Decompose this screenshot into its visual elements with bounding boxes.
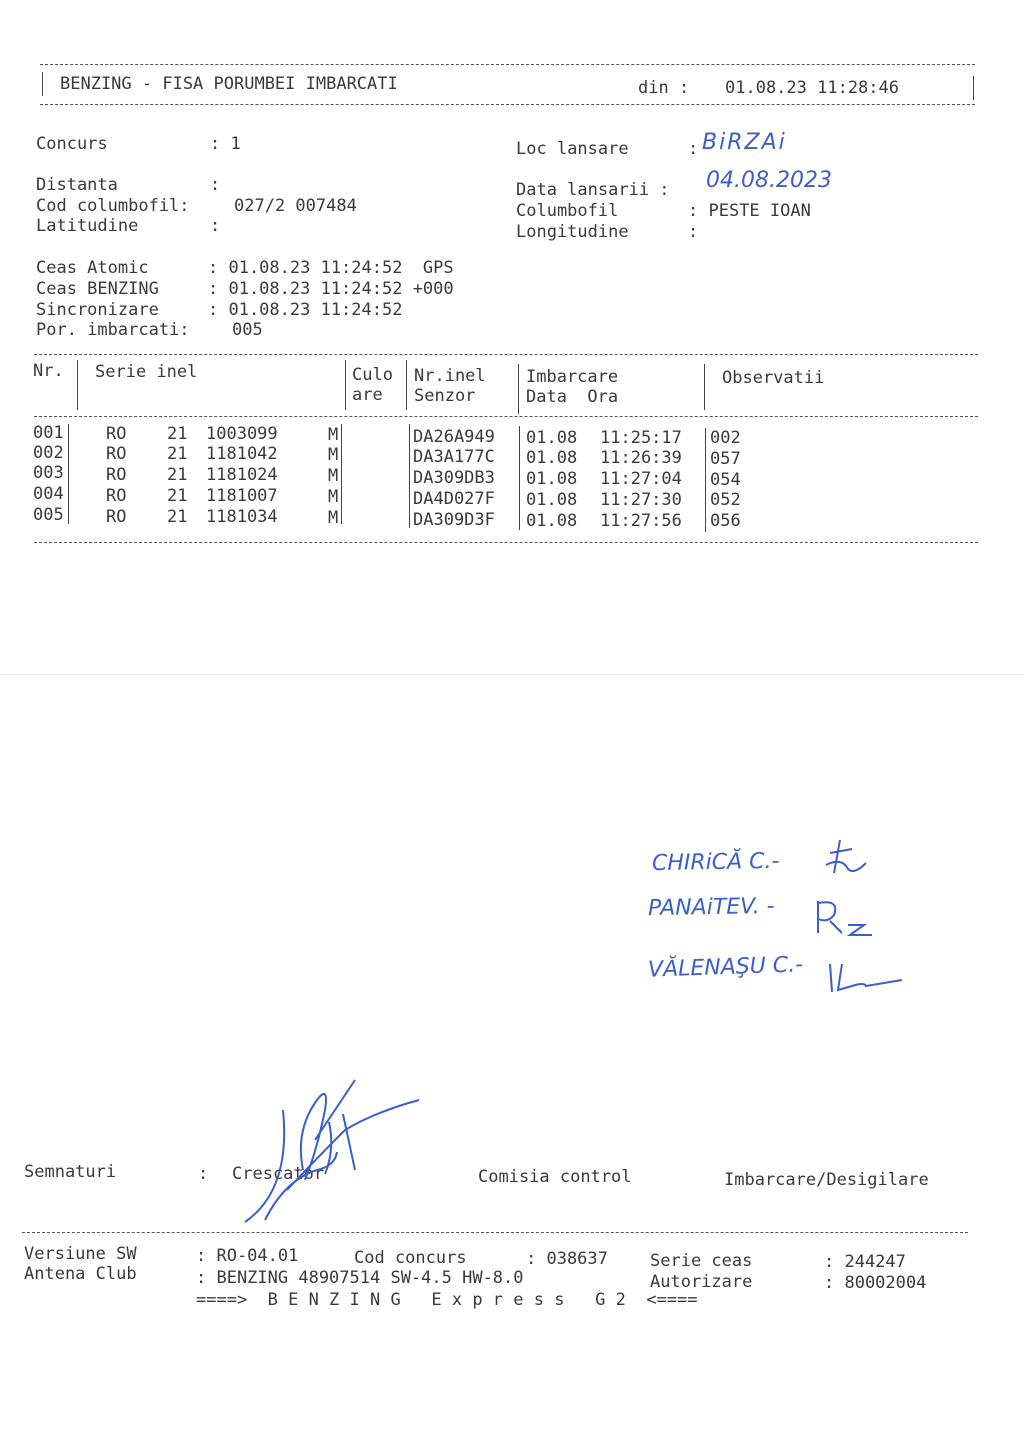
- cod-concurs-label: Cod concurs: [354, 1248, 467, 1268]
- sincronizare-value: : 01.08.23 11:24:52: [208, 300, 403, 320]
- longitudine-label: Longitudine: [516, 222, 629, 242]
- cell-obs: 054: [710, 470, 741, 490]
- data-lansarii-value: 04.08.2023: [706, 168, 832, 193]
- cell-an: 21: [167, 424, 188, 444]
- th-observatii: Observatii: [722, 368, 825, 388]
- distanta-value: :: [210, 175, 221, 195]
- din-label: din :: [638, 78, 690, 98]
- cell-sex: M: [328, 487, 339, 507]
- cell-an: 21: [167, 465, 188, 485]
- benzing-express-banner: ====> B E N Z I N G E x p r e s s G 2 <====: [196, 1290, 698, 1310]
- ceas-atomic-value: : 01.08.23 11:24:52 GPS: [208, 258, 454, 278]
- cell-nr: 003: [33, 463, 64, 483]
- col-divider-4: [518, 364, 519, 414]
- row-divider-5: [705, 428, 706, 532]
- cell-tara: RO: [106, 465, 127, 485]
- cell-tara: RO: [106, 507, 127, 527]
- commission-signature-3: [826, 958, 916, 998]
- th-serie-inel: Serie inel: [95, 362, 198, 382]
- loc-lansare-sep: :: [688, 139, 699, 159]
- ceas-benzing-label: Ceas BENZING: [36, 279, 159, 299]
- th-senzor: Senzor: [414, 386, 476, 406]
- ceas-benzing-value: : 01.08.23 11:24:52 +000: [208, 279, 454, 299]
- ceas-atomic-label: Ceas Atomic: [36, 258, 149, 278]
- table-bottom-border: [34, 542, 978, 543]
- cell-ora: 11:27:04: [600, 469, 682, 489]
- cell-data: 01.08: [526, 428, 578, 448]
- cell-senzor: DA309DB3: [413, 468, 495, 488]
- sincronizare-label: Sincronizare: [36, 300, 159, 320]
- cell-sex: M: [328, 425, 339, 445]
- commission-name-2: PANAiTEV. -: [647, 893, 775, 922]
- cell-obs: 056: [710, 511, 741, 531]
- cell-senzor: DA26A949: [413, 427, 495, 447]
- din-value: 01.08.23 11:28:46: [725, 78, 899, 98]
- th-data-ora: Data Ora: [526, 387, 619, 407]
- cell-data: 01.08: [526, 490, 578, 510]
- columbofil-value: : PESTE IOAN: [688, 201, 811, 221]
- row-divider-4: [519, 426, 520, 530]
- header-right-border: [973, 76, 974, 100]
- cod-columbofil-value: 027/2 007484: [234, 196, 357, 216]
- cod-concurs-value: : 038637: [526, 1249, 608, 1269]
- crescator-signature: [225, 1070, 425, 1230]
- cod-columbofil-label: Cod columbofil:: [36, 196, 190, 216]
- versiune-value: : RO-04.01: [196, 1246, 299, 1266]
- imbarcare-desigilare-label: Imbarcare/Desigilare: [724, 1170, 929, 1190]
- cell-an: 21: [167, 444, 188, 464]
- document-title: BENZING - FISA PORUMBEI IMBARCATI: [60, 74, 398, 94]
- por-imbarcati-value: 005: [232, 320, 263, 340]
- latitudine-value: :: [210, 216, 221, 236]
- header-left-border: [42, 72, 43, 96]
- longitudine-value: :: [688, 222, 699, 242]
- col-divider-5: [704, 364, 705, 410]
- footer-top-border: [22, 1232, 968, 1233]
- cell-senzor: DA4D027F: [413, 489, 495, 509]
- cell-inel: 1003099: [206, 424, 278, 444]
- cell-nr: 001: [33, 423, 64, 443]
- header-bottom-border: [40, 104, 975, 105]
- commission-name-3: VĂLENAŞU C.-: [647, 952, 804, 983]
- distanta-label: Distanta: [36, 175, 118, 195]
- comisia-control-label: Comisia control: [478, 1167, 632, 1187]
- table-top-border: [34, 354, 978, 355]
- cell-data: 01.08: [526, 448, 578, 468]
- commission-name-1: CHIRiCĂ C.-: [651, 848, 780, 877]
- cell-an: 21: [167, 486, 188, 506]
- cell-sex: M: [328, 445, 339, 465]
- cell-data: 01.08: [526, 511, 578, 531]
- semnaturi-label: Semnaturi: [24, 1162, 117, 1182]
- cell-ora: 11:27:30: [600, 490, 682, 510]
- commission-signature-2: [812, 895, 882, 940]
- cell-tara: RO: [106, 486, 127, 506]
- th-nr-inel: Nr.inel: [414, 366, 486, 386]
- cell-obs: 052: [710, 490, 741, 510]
- columbofil-label: Columbofil: [516, 201, 619, 221]
- loc-lansare-label: Loc lansare: [516, 139, 629, 159]
- cell-senzor: DA3A177C: [413, 447, 495, 467]
- concurs-label: Concurs: [36, 134, 108, 154]
- cell-obs: 002: [710, 428, 741, 448]
- cell-nr: 002: [33, 443, 64, 463]
- cell-sex: M: [328, 508, 339, 528]
- col-divider-2: [345, 360, 346, 410]
- data-lansarii-label: Data lansarii :: [516, 180, 670, 200]
- th-culoare-1: Culo: [352, 365, 393, 385]
- cell-tara: RO: [106, 424, 127, 444]
- cell-nr: 005: [33, 505, 64, 525]
- por-imbarcati-label: Por. imbarcati:: [36, 320, 190, 340]
- crescator-label: Crescator: [232, 1164, 325, 1184]
- row-divider-3: [409, 424, 410, 528]
- cell-obs: 057: [710, 449, 741, 469]
- table-header-border: [34, 416, 978, 417]
- row-divider-1: [68, 424, 69, 524]
- cell-tara: RO: [106, 444, 127, 464]
- latitudine-label: Latitudine: [36, 216, 139, 236]
- th-culoare-2: are: [352, 385, 383, 405]
- cell-ora: 11:27:56: [600, 511, 682, 531]
- semnaturi-sep: :: [198, 1164, 209, 1184]
- serie-ceas-label: Serie ceas: [650, 1251, 753, 1271]
- page-fold-line: [0, 674, 1024, 675]
- col-divider-1: [77, 360, 78, 410]
- th-imbarcare: Imbarcare: [526, 367, 619, 387]
- loc-lansare-value: BiRZAi: [702, 130, 787, 155]
- commission-signature-1: [820, 835, 880, 880]
- cell-ora: 11:25:17: [600, 428, 682, 448]
- antena-club-label: Antena Club: [24, 1264, 137, 1284]
- cell-data: 01.08: [526, 469, 578, 489]
- serie-ceas-value: : 244247: [824, 1252, 906, 1272]
- concurs-value: : 1: [210, 134, 241, 154]
- cell-inel: 1181007: [206, 486, 278, 506]
- th-nr: Nr.: [33, 361, 64, 381]
- cell-senzor: DA309D3F: [413, 510, 495, 530]
- autorizare-label: Autorizare: [650, 1272, 753, 1292]
- autorizare-value: : 80002004: [824, 1273, 927, 1293]
- row-divider-2: [341, 424, 342, 524]
- cell-inel: 1181042: [206, 444, 278, 464]
- cell-ora: 11:26:39: [600, 448, 682, 468]
- col-divider-3: [406, 360, 407, 410]
- cell-sex: M: [328, 466, 339, 486]
- cell-an: 21: [167, 507, 188, 527]
- header-top-border: [40, 64, 975, 65]
- antena-club-value: : BENZING 48907514 SW-4.5 HW-8.0: [196, 1268, 524, 1288]
- cell-inel: 1181034: [206, 507, 278, 527]
- versiune-label: Versiune SW: [24, 1244, 137, 1264]
- cell-inel: 1181024: [206, 465, 278, 485]
- cell-nr: 004: [33, 484, 64, 504]
